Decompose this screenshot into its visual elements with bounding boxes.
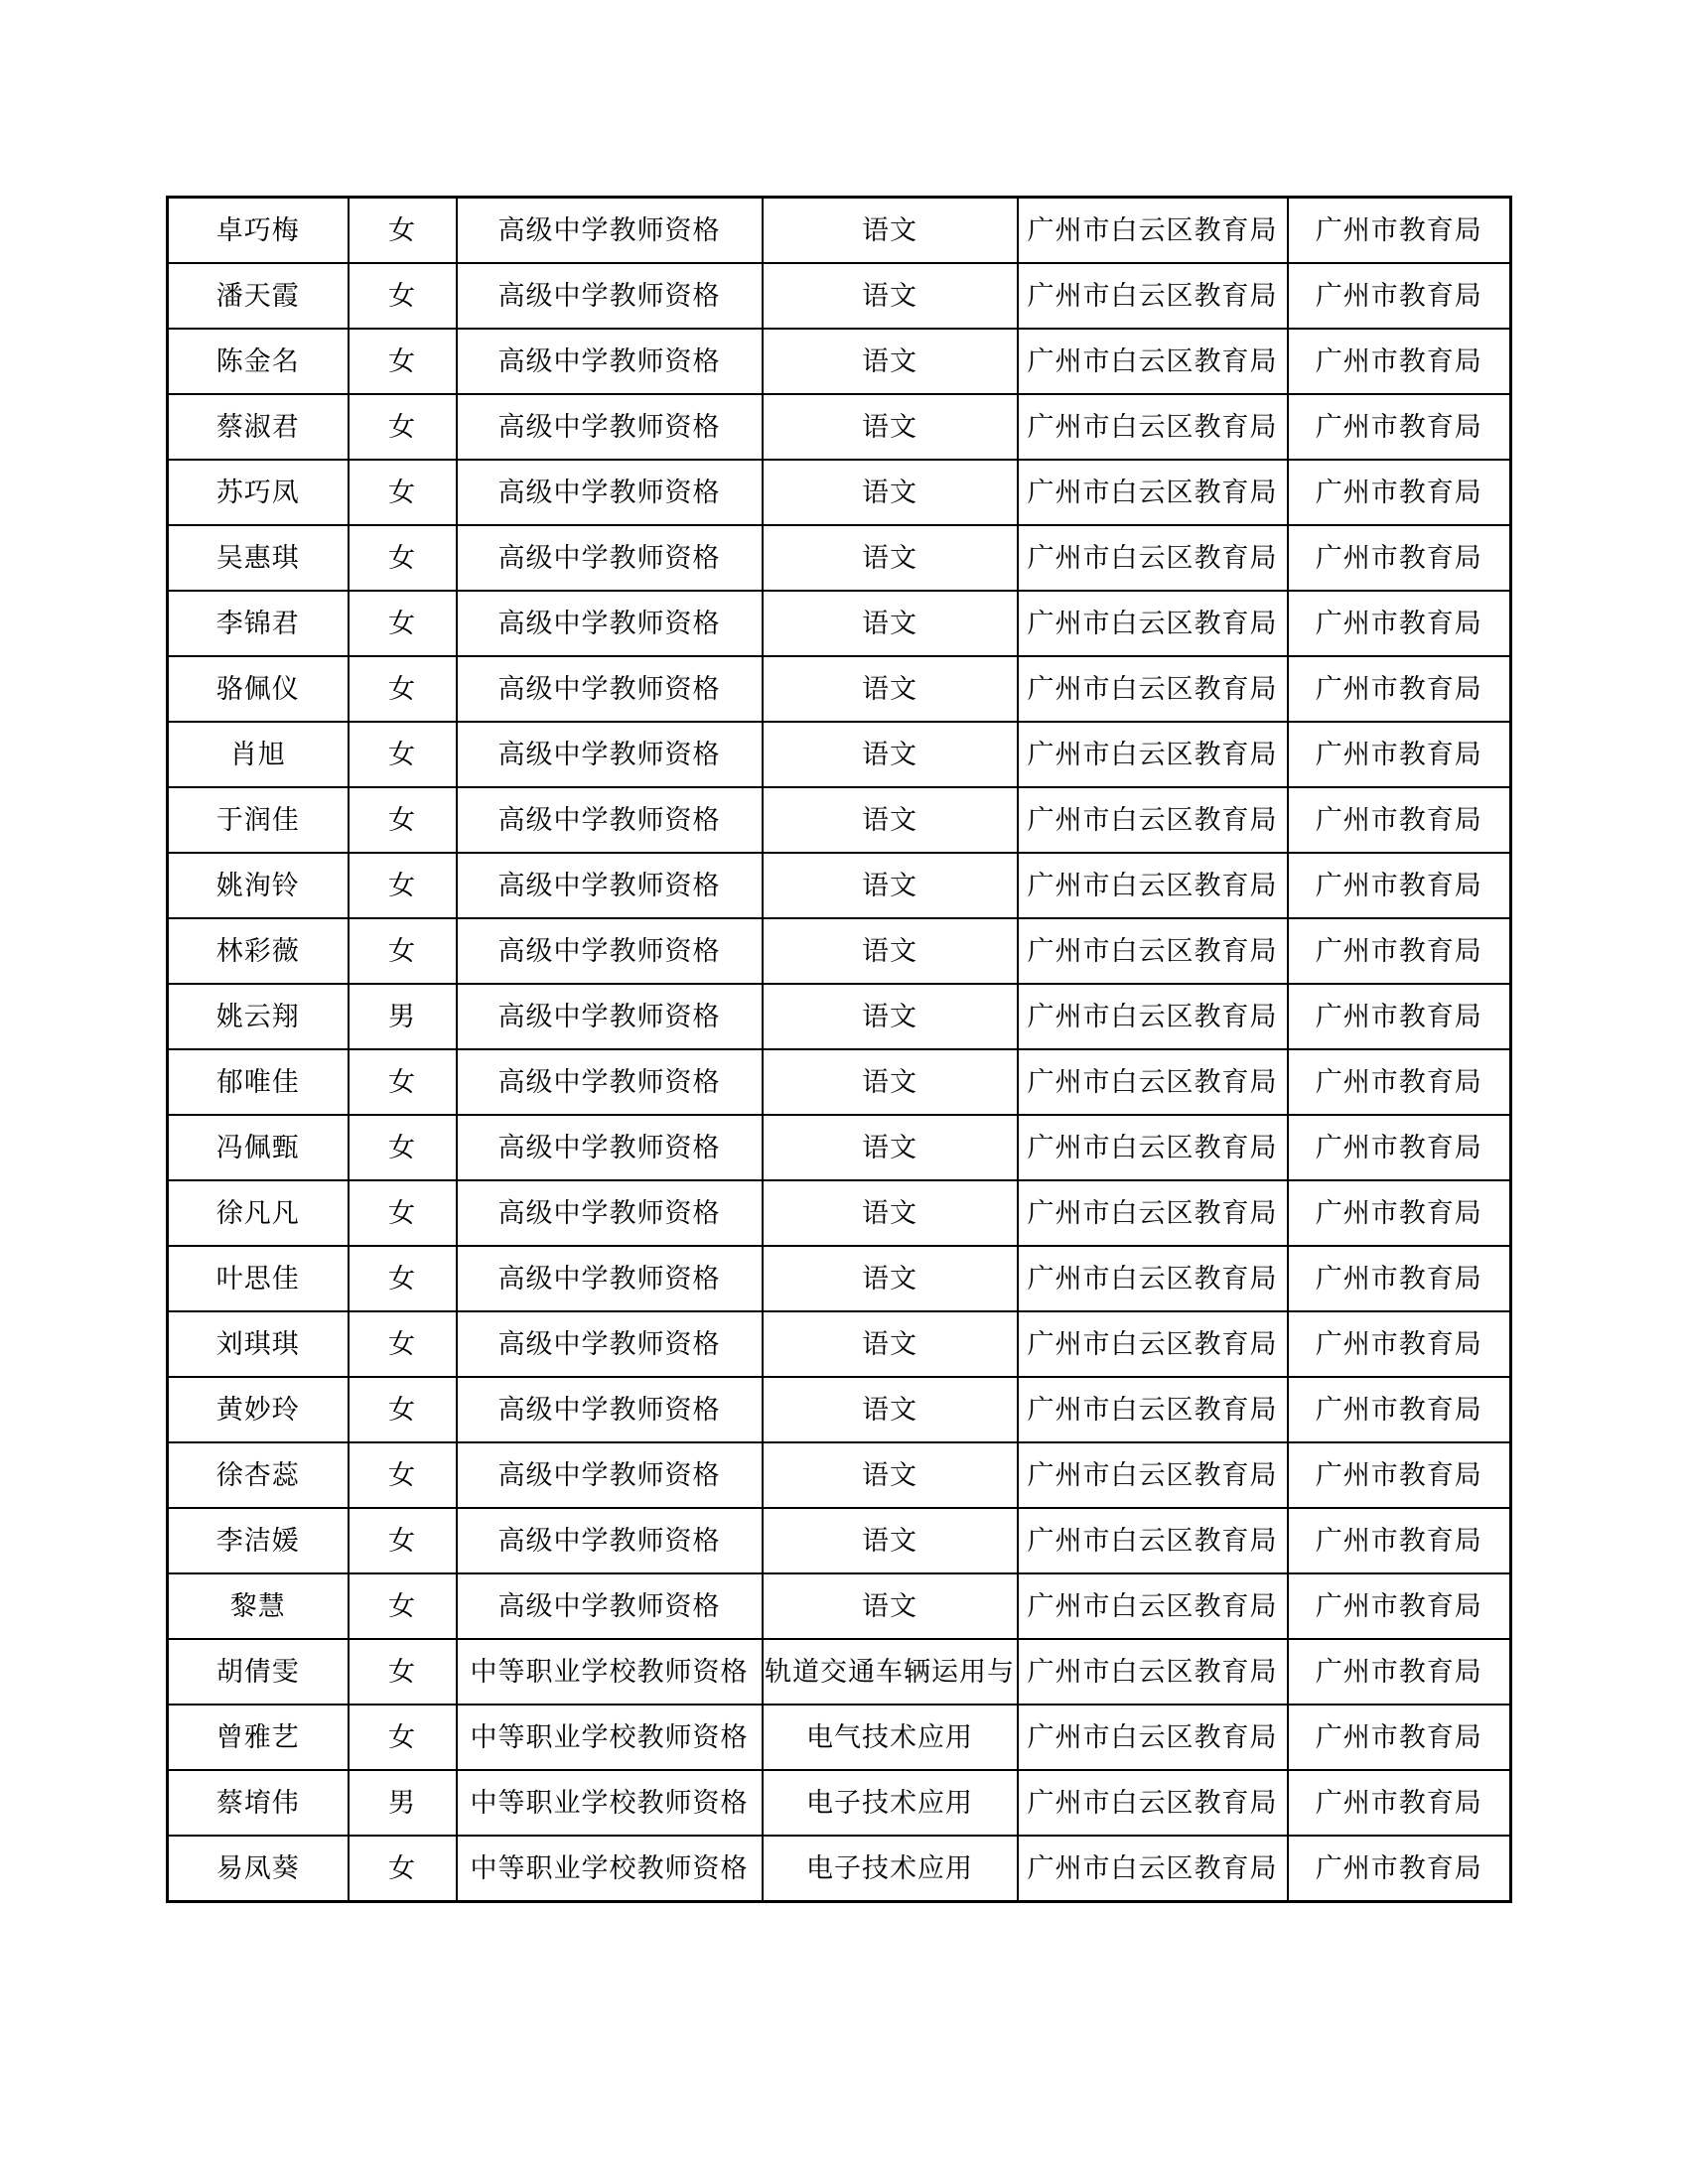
cell-gender: 女 xyxy=(349,787,457,853)
cell-name: 吴惠琪 xyxy=(168,525,349,591)
table-row xyxy=(168,1639,1511,1705)
cell-name: 刘琪琪 xyxy=(168,1311,349,1377)
table-row xyxy=(168,1311,1511,1377)
cell-name: 胡倩雯 xyxy=(168,1639,349,1705)
cell-name: 冯佩甄 xyxy=(168,1115,349,1180)
cell-qualification: 高级中学教师资格 xyxy=(457,1311,763,1377)
cell-gender: 女 xyxy=(349,525,457,591)
cell-issuing-office: 广州市教育局 xyxy=(1288,853,1511,918)
cell-qualification: 高级中学教师资格 xyxy=(457,1180,763,1246)
table-row xyxy=(168,591,1511,656)
cell-qualification: 高级中学教师资格 xyxy=(457,787,763,853)
cell-qualification: 高级中学教师资格 xyxy=(457,1049,763,1115)
cell-subject: 语文 xyxy=(763,1180,1018,1246)
cell-issuing-office: 广州市教育局 xyxy=(1288,394,1511,460)
cell-gender: 女 xyxy=(349,1442,457,1508)
cell-name: 易凤葵 xyxy=(168,1836,349,1902)
cell-applying-office: 广州市白云区教育局 xyxy=(1018,329,1288,394)
teacher-qualification-table-page xyxy=(166,196,1509,1903)
cell-name: 陈金名 xyxy=(168,329,349,394)
cell-qualification: 高级中学教师资格 xyxy=(457,1442,763,1508)
cell-qualification: 中等职业学校教师资格 xyxy=(457,1639,763,1705)
cell-issuing-office: 广州市教育局 xyxy=(1288,1639,1511,1705)
cell-gender: 女 xyxy=(349,1311,457,1377)
table-row xyxy=(168,722,1511,787)
cell-name: 李洁媛 xyxy=(168,1508,349,1573)
cell-subject: 语文 xyxy=(763,853,1018,918)
cell-qualification: 高级中学教师资格 xyxy=(457,329,763,394)
cell-name: 姚洵铃 xyxy=(168,853,349,918)
cell-gender: 女 xyxy=(349,1573,457,1639)
cell-subject: 语文 xyxy=(763,722,1018,787)
cell-applying-office: 广州市白云区教育局 xyxy=(1018,1573,1288,1639)
cell-qualification: 高级中学教师资格 xyxy=(457,198,763,264)
cell-name: 徐凡凡 xyxy=(168,1180,349,1246)
cell-issuing-office: 广州市教育局 xyxy=(1288,656,1511,722)
cell-subject: 语文 xyxy=(763,1049,1018,1115)
cell-subject: 语文 xyxy=(763,525,1018,591)
cell-subject: 语文 xyxy=(763,1573,1018,1639)
cell-subject: 语文 xyxy=(763,329,1018,394)
cell-gender: 女 xyxy=(349,1508,457,1573)
cell-applying-office: 广州市白云区教育局 xyxy=(1018,1442,1288,1508)
cell-name: 徐杏蕊 xyxy=(168,1442,349,1508)
cell-gender: 女 xyxy=(349,1639,457,1705)
cell-name: 黄妙玲 xyxy=(168,1377,349,1442)
cell-qualification: 高级中学教师资格 xyxy=(457,394,763,460)
cell-applying-office: 广州市白云区教育局 xyxy=(1018,984,1288,1049)
table-row xyxy=(168,787,1511,853)
teacher-qualification-table xyxy=(166,196,1512,1903)
cell-gender: 女 xyxy=(349,1836,457,1902)
cell-subject: 语文 xyxy=(763,787,1018,853)
cell-issuing-office: 广州市教育局 xyxy=(1288,1442,1511,1508)
cell-applying-office: 广州市白云区教育局 xyxy=(1018,1639,1288,1705)
cell-applying-office: 广州市白云区教育局 xyxy=(1018,460,1288,525)
cell-subject: 语文 xyxy=(763,198,1018,264)
cell-subject: 语文 xyxy=(763,918,1018,984)
cell-applying-office: 广州市白云区教育局 xyxy=(1018,1049,1288,1115)
table-row xyxy=(168,525,1511,591)
table-row xyxy=(168,1770,1511,1836)
table-row xyxy=(168,1115,1511,1180)
cell-name: 骆佩仪 xyxy=(168,656,349,722)
cell-issuing-office: 广州市教育局 xyxy=(1288,263,1511,329)
cell-applying-office: 广州市白云区教育局 xyxy=(1018,525,1288,591)
cell-gender: 女 xyxy=(349,394,457,460)
cell-applying-office: 广州市白云区教育局 xyxy=(1018,1180,1288,1246)
cell-gender: 女 xyxy=(349,329,457,394)
cell-subject: 语文 xyxy=(763,1311,1018,1377)
cell-issuing-office: 广州市教育局 xyxy=(1288,1311,1511,1377)
cell-issuing-office: 广州市教育局 xyxy=(1288,984,1511,1049)
cell-applying-office: 广州市白云区教育局 xyxy=(1018,1246,1288,1311)
table-row xyxy=(168,460,1511,525)
cell-gender: 女 xyxy=(349,656,457,722)
cell-issuing-office: 广州市教育局 xyxy=(1288,1573,1511,1639)
cell-qualification: 高级中学教师资格 xyxy=(457,1573,763,1639)
cell-issuing-office: 广州市教育局 xyxy=(1288,1377,1511,1442)
cell-qualification: 高级中学教师资格 xyxy=(457,1508,763,1573)
cell-subject: 电子技术应用 xyxy=(763,1836,1018,1902)
cell-subject: 电子技术应用 xyxy=(763,1770,1018,1836)
cell-applying-office: 广州市白云区教育局 xyxy=(1018,263,1288,329)
cell-applying-office: 广州市白云区教育局 xyxy=(1018,198,1288,264)
cell-issuing-office: 广州市教育局 xyxy=(1288,460,1511,525)
cell-qualification: 高级中学教师资格 xyxy=(457,1377,763,1442)
cell-applying-office: 广州市白云区教育局 xyxy=(1018,787,1288,853)
cell-applying-office: 广州市白云区教育局 xyxy=(1018,1311,1288,1377)
cell-name: 蔡淑君 xyxy=(168,394,349,460)
cell-issuing-office: 广州市教育局 xyxy=(1288,1180,1511,1246)
table-row xyxy=(168,918,1511,984)
cell-applying-office: 广州市白云区教育局 xyxy=(1018,1115,1288,1180)
cell-issuing-office: 广州市教育局 xyxy=(1288,1770,1511,1836)
cell-applying-office: 广州市白云区教育局 xyxy=(1018,1770,1288,1836)
table-row xyxy=(168,1442,1511,1508)
cell-qualification: 高级中学教师资格 xyxy=(457,918,763,984)
cell-qualification: 高级中学教师资格 xyxy=(457,525,763,591)
cell-name: 叶思佳 xyxy=(168,1246,349,1311)
table-row xyxy=(168,198,1511,264)
cell-gender: 女 xyxy=(349,1180,457,1246)
cell-subject: 语文 xyxy=(763,591,1018,656)
table-row xyxy=(168,394,1511,460)
cell-subject: 语文 xyxy=(763,1115,1018,1180)
table-body xyxy=(168,198,1511,1902)
cell-name: 潘天霞 xyxy=(168,263,349,329)
cell-issuing-office: 广州市教育局 xyxy=(1288,525,1511,591)
cell-issuing-office: 广州市教育局 xyxy=(1288,591,1511,656)
cell-subject: 语文 xyxy=(763,1377,1018,1442)
table-row xyxy=(168,1836,1511,1902)
cell-qualification: 高级中学教师资格 xyxy=(457,460,763,525)
cell-subject: 语文 xyxy=(763,1508,1018,1573)
cell-name: 肖旭 xyxy=(168,722,349,787)
cell-issuing-office: 广州市教育局 xyxy=(1288,1508,1511,1573)
cell-qualification: 高级中学教师资格 xyxy=(457,853,763,918)
cell-subject: 语文 xyxy=(763,263,1018,329)
cell-gender: 女 xyxy=(349,1115,457,1180)
cell-issuing-office: 广州市教育局 xyxy=(1288,1705,1511,1770)
cell-applying-office: 广州市白云区教育局 xyxy=(1018,591,1288,656)
cell-gender: 女 xyxy=(349,198,457,264)
cell-name: 苏巧凤 xyxy=(168,460,349,525)
cell-qualification: 中等职业学校教师资格 xyxy=(457,1770,763,1836)
cell-name: 姚云翔 xyxy=(168,984,349,1049)
cell-subject: 电气技术应用 xyxy=(763,1705,1018,1770)
cell-subject: 语文 xyxy=(763,460,1018,525)
cell-applying-office: 广州市白云区教育局 xyxy=(1018,722,1288,787)
cell-name: 林彩薇 xyxy=(168,918,349,984)
cell-issuing-office: 广州市教育局 xyxy=(1288,1246,1511,1311)
table-row xyxy=(168,1377,1511,1442)
table-row xyxy=(168,1180,1511,1246)
cell-name: 卓巧梅 xyxy=(168,198,349,264)
cell-qualification: 高级中学教师资格 xyxy=(457,984,763,1049)
cell-name: 黎慧 xyxy=(168,1573,349,1639)
cell-name: 曾雅艺 xyxy=(168,1705,349,1770)
cell-issuing-office: 广州市教育局 xyxy=(1288,1049,1511,1115)
cell-name: 李锦君 xyxy=(168,591,349,656)
table-row xyxy=(168,1705,1511,1770)
cell-name: 郁唯佳 xyxy=(168,1049,349,1115)
table-row xyxy=(168,1049,1511,1115)
table-row xyxy=(168,656,1511,722)
cell-gender: 女 xyxy=(349,1705,457,1770)
cell-qualification: 中等职业学校教师资格 xyxy=(457,1705,763,1770)
cell-applying-office: 广州市白云区教育局 xyxy=(1018,1836,1288,1902)
table-row xyxy=(168,1573,1511,1639)
table-row xyxy=(168,853,1511,918)
table-row xyxy=(168,263,1511,329)
cell-gender: 女 xyxy=(349,591,457,656)
table-row xyxy=(168,1508,1511,1573)
cell-issuing-office: 广州市教育局 xyxy=(1288,1836,1511,1902)
cell-issuing-office: 广州市教育局 xyxy=(1288,329,1511,394)
cell-applying-office: 广州市白云区教育局 xyxy=(1018,1377,1288,1442)
cell-gender: 女 xyxy=(349,1049,457,1115)
cell-subject: 语文 xyxy=(763,1246,1018,1311)
cell-name: 蔡堉伟 xyxy=(168,1770,349,1836)
cell-gender: 男 xyxy=(349,984,457,1049)
cell-applying-office: 广州市白云区教育局 xyxy=(1018,918,1288,984)
cell-applying-office: 广州市白云区教育局 xyxy=(1018,656,1288,722)
cell-gender: 女 xyxy=(349,918,457,984)
cell-subject: 语文 xyxy=(763,656,1018,722)
cell-applying-office: 广州市白云区教育局 xyxy=(1018,394,1288,460)
cell-issuing-office: 广州市教育局 xyxy=(1288,918,1511,984)
cell-gender: 男 xyxy=(349,1770,457,1836)
cell-applying-office: 广州市白云区教育局 xyxy=(1018,1705,1288,1770)
cell-qualification: 高级中学教师资格 xyxy=(457,656,763,722)
cell-qualification: 高级中学教师资格 xyxy=(457,263,763,329)
cell-applying-office: 广州市白云区教育局 xyxy=(1018,853,1288,918)
cell-applying-office: 广州市白云区教育局 xyxy=(1018,1508,1288,1573)
cell-subject: 语文 xyxy=(763,1442,1018,1508)
cell-gender: 女 xyxy=(349,1246,457,1311)
cell-subject: 轨道交通车辆运用与 xyxy=(763,1639,1018,1705)
cell-qualification: 中等职业学校教师资格 xyxy=(457,1836,763,1902)
cell-issuing-office: 广州市教育局 xyxy=(1288,198,1511,264)
cell-issuing-office: 广州市教育局 xyxy=(1288,787,1511,853)
cell-subject: 语文 xyxy=(763,984,1018,1049)
table-row xyxy=(168,329,1511,394)
cell-gender: 女 xyxy=(349,460,457,525)
cell-issuing-office: 广州市教育局 xyxy=(1288,722,1511,787)
cell-qualification: 高级中学教师资格 xyxy=(457,591,763,656)
cell-name: 于润佳 xyxy=(168,787,349,853)
cell-qualification: 高级中学教师资格 xyxy=(457,722,763,787)
cell-gender: 女 xyxy=(349,853,457,918)
table-row xyxy=(168,984,1511,1049)
table-row xyxy=(168,1246,1511,1311)
cell-gender: 女 xyxy=(349,1377,457,1442)
cell-subject: 语文 xyxy=(763,394,1018,460)
cell-gender: 女 xyxy=(349,722,457,787)
cell-issuing-office: 广州市教育局 xyxy=(1288,1115,1511,1180)
cell-gender: 女 xyxy=(349,263,457,329)
cell-qualification: 高级中学教师资格 xyxy=(457,1115,763,1180)
cell-qualification: 高级中学教师资格 xyxy=(457,1246,763,1311)
